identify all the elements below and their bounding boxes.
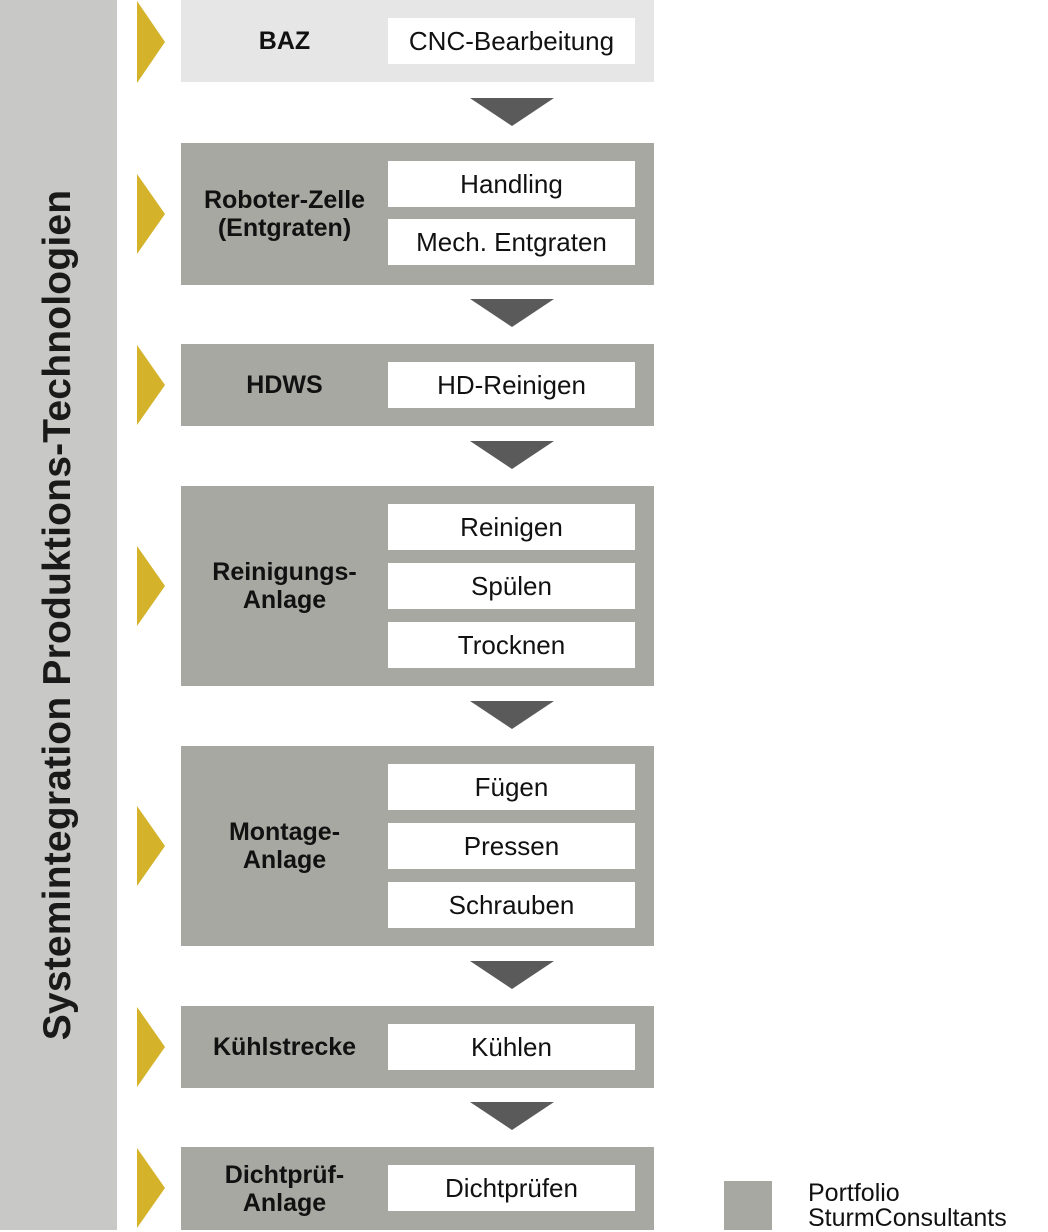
process-step: CNC-Bearbeitung (388, 18, 635, 64)
stage-name: Dichtprüf- Anlage (224, 1160, 345, 1217)
process-step: Reinigen (388, 504, 635, 550)
stage-name: Montage- Anlage (228, 818, 341, 874)
stage-name: BAZ (258, 27, 311, 55)
process-step: Trocknen (388, 622, 635, 668)
stage-roboter-zelle (181, 143, 654, 285)
flow-arrow-icon (470, 299, 554, 327)
stage-pointer-icon (137, 174, 165, 254)
side-bar (0, 0, 117, 1230)
flow-arrow-icon (470, 961, 554, 989)
stage-pointer-icon (137, 1007, 165, 1087)
flow-arrow-icon (470, 1102, 554, 1130)
stage-montage-anlage (181, 746, 654, 946)
stage-reinigungs-anlage (181, 486, 654, 686)
stage-pointer-icon (137, 345, 165, 425)
flow-arrow-icon (470, 441, 554, 469)
process-step: Mech. Entgraten (388, 219, 635, 265)
process-step: Dichtprüfen (388, 1165, 635, 1211)
stage-pointer-icon (137, 1, 165, 83)
stage-hdws (181, 344, 654, 426)
legend-label: Portfolio SturmConsultants (808, 1179, 1007, 1232)
process-step: Pressen (388, 823, 635, 869)
stage-dichtpruef-anlage (181, 1147, 654, 1230)
diagram-title: Systemintegration Produktions-Technologien (36, 189, 79, 1041)
process-step: HD-Reinigen (388, 362, 635, 408)
process-step: Handling (388, 161, 635, 207)
flow-arrow-icon (470, 701, 554, 729)
process-step: Spülen (388, 563, 635, 609)
stage-name: HDWS (246, 371, 323, 399)
stage-kuehlstrecke (181, 1006, 654, 1088)
stage-name: Kühlstrecke (212, 1033, 357, 1061)
stage-pointer-icon (137, 546, 165, 626)
process-step: Fügen (388, 764, 635, 810)
stage-name: Roboter-Zelle (Entgraten) (203, 186, 366, 242)
process-step: Kühlen (388, 1024, 635, 1070)
stage-pointer-icon (137, 1148, 165, 1228)
stage-pointer-icon (137, 806, 165, 886)
stage-baz (181, 0, 654, 82)
stage-name: Reinigungs- Anlage (212, 558, 357, 614)
legend-swatch (724, 1181, 772, 1230)
process-step: Schrauben (388, 882, 635, 928)
flow-arrow-icon (470, 98, 554, 126)
